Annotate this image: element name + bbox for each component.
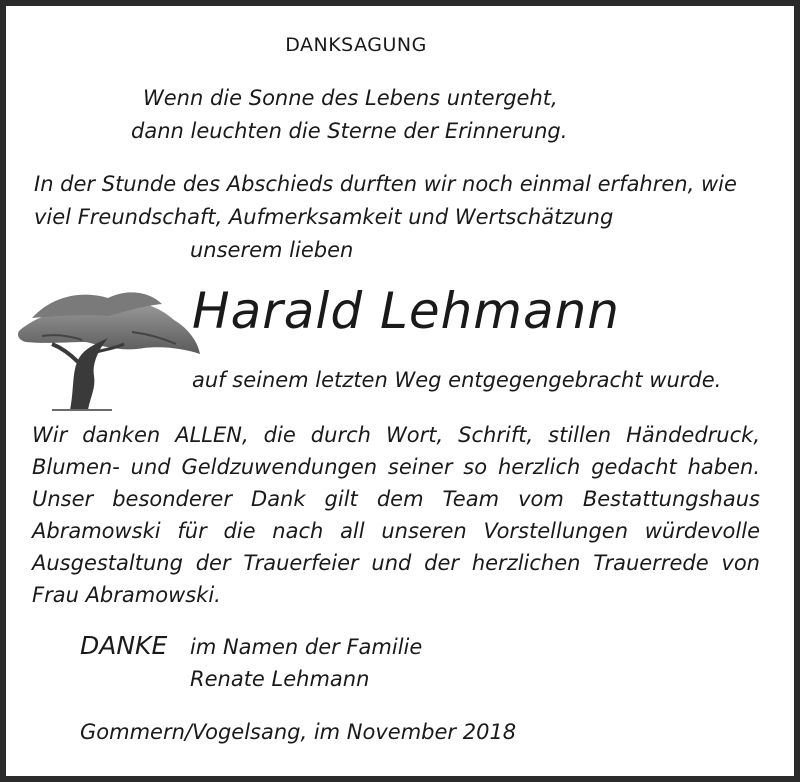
- poem-line-2: dann leuchten die Sterne der Erinnerung.: [131, 119, 568, 143]
- signature-line-2: Renate Lehmann: [190, 667, 370, 691]
- thanks-line-4: Abramowski für die nach all unseren Vorstellungen würdevolle: [32, 519, 760, 543]
- intro-line-1: In der Stunde des Abschieds durften wir noch einmal erfahren, wie: [34, 172, 737, 196]
- thanks-line-2: Blumen- und Geldzuwendungen seiner so herzlich gedacht haben.: [32, 455, 760, 479]
- heading: DANKSAGUNG: [285, 34, 427, 56]
- thanks-line-1: Wir danken ALLEN, die durch Wort, Schrift, stillen Händedruck,: [32, 423, 760, 447]
- thanks-line-5: Ausgestaltung der Trauerfeier und der herzlichen Trauerrede von: [32, 551, 760, 575]
- after-name-line: auf seinem letzten Weg entgegengebracht wurde.: [192, 368, 722, 392]
- thanks-line-3: Unser besonderer Dank gilt dem Team vom Bestattungshaus: [32, 487, 760, 511]
- danke-label: DANKE: [80, 631, 168, 660]
- signature-line-1: im Namen der Familie: [190, 635, 423, 659]
- place-date: Gommern/Vogelsang, im November 2018: [80, 720, 517, 744]
- intro-line-2: viel Freundschaft, Aufmerksamkeit und Wertschätzung: [34, 205, 614, 229]
- intro-line-3: unserem lieben: [190, 238, 354, 262]
- tree-illustration-icon: [12, 272, 202, 412]
- deceased-name: Harald Lehmann: [192, 282, 620, 340]
- poem-line-1: Wenn die Sonne des Lebens untergeht,: [143, 86, 558, 110]
- thanks-line-6: Frau Abramowski.: [32, 583, 221, 607]
